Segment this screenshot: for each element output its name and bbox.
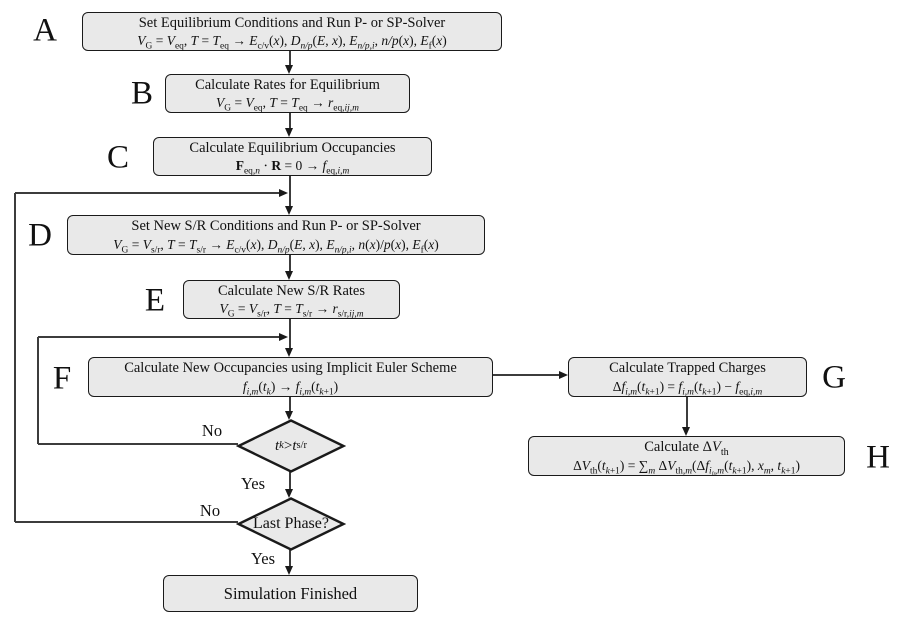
edge-f-decision1 — [289, 397, 290, 412]
node-e-formula: $V_G = V_{s/r}$, $T = T_{s/r} \to r_{s/r,ij,m}$ — [219, 301, 364, 320]
arrowhead-into-terminal-icon — [285, 566, 293, 575]
arrowhead-into-f-icon — [285, 348, 293, 357]
edge-b-c — [289, 113, 290, 129]
edge-a-b — [289, 50, 290, 66]
node-g-title: Calculate Trapped Charges — [609, 360, 766, 377]
decision-2 — [236, 496, 346, 552]
node-b — [165, 74, 410, 113]
node-g — [568, 357, 807, 397]
arrowhead-into-b-icon — [285, 65, 293, 74]
loop-outer-top — [15, 192, 280, 193]
node-f-title: Calculate New Occupancies using Implicit Euler Scheme — [124, 360, 457, 377]
edge-e-f — [289, 319, 290, 349]
loop-inner-top — [38, 336, 280, 337]
decision-1-no-label: No — [201, 421, 223, 440]
arrowhead-into-d-icon — [285, 206, 293, 215]
decision-2-yes-label: Yes — [250, 549, 276, 568]
node-e-label: E — [144, 282, 166, 319]
decision-2-text: Last Phase? — [253, 515, 329, 532]
arrowhead-loop-inner-icon — [279, 333, 288, 341]
node-b-formula: $V_G = V_{eq}$, $T = T_{eq} \to r_{eq,ij,m}$ — [216, 95, 359, 114]
node-d-label: D — [28, 217, 52, 254]
node-a-formula: $V_G = V_{eq}$, $T = T_{eq} \to E_{c/v}(x)$, $D_{n/p}(E$, x), $E_{n/p,i}$, n/p(x), $E_f(x)$ — [137, 33, 447, 52]
edge-f-g — [493, 374, 560, 375]
decision-1 — [236, 418, 346, 474]
decision-2-no-label: No — [199, 501, 221, 520]
terminal-node — [163, 575, 418, 612]
decision-1-text: t k > t s/r — [275, 437, 307, 454]
edge-decision2-terminal — [289, 550, 290, 567]
loop-inner-vertical — [37, 337, 38, 444]
terminal-text: Simulation Finished — [223, 583, 358, 603]
arrowhead-into-g-icon — [559, 371, 568, 379]
loop-inner-bottom — [38, 443, 238, 444]
node-g-label: G — [822, 359, 846, 396]
node-f-formula: $f_{i,m}(t_k) \to f_{i,m}(t_{k+1})$ — [242, 378, 339, 398]
node-c-formula: $F_{eq,n} \cdot R = 0 \to f_{eq,i,m}$ — [235, 158, 350, 177]
node-a-title: Set Equilibrium Conditions and Run P- or SP-Solver — [138, 14, 446, 31]
node-h — [528, 436, 845, 476]
node-h-label: H — [866, 439, 890, 476]
node-d-title: Set New S/R Conditions and Run P- or SP-Solver — [131, 218, 421, 235]
node-e — [183, 280, 400, 319]
node-b-label: B — [130, 75, 154, 112]
node-b-title: Calculate Rates for Equilibrium — [195, 76, 380, 93]
arrowhead-into-c-icon — [285, 128, 293, 137]
node-d — [67, 215, 485, 255]
edge-d-e — [289, 255, 290, 272]
node-h-title: Calculate $\Delta V_{th}$ — [644, 439, 729, 458]
edge-c-d — [289, 176, 290, 207]
node-g-formula: $\Delta f_{i,m}(t_{k+1}) = f_{i,m}(t_{k+1}) - f_{eq,i,m}$ — [612, 378, 763, 398]
node-c-label: C — [106, 139, 130, 176]
node-f — [88, 357, 493, 397]
node-h-formula: $\Delta V_{th}(t_{k+1}) = \sum_m$ $\Delta V_{th,m}(\Delta f_{i_0,m}(t_{k+1})$, $x_m$, $t_{k+1}$) — [573, 457, 800, 477]
loop-outer-bottom — [15, 521, 238, 522]
node-a — [82, 12, 502, 51]
loop-outer-vertical — [14, 193, 15, 522]
node-e-title: Calculate New S/R Rates — [218, 282, 365, 299]
arrowhead-loop-outer-icon — [279, 189, 288, 197]
arrowhead-into-h-icon — [682, 427, 690, 436]
arrowhead-into-e-icon — [285, 271, 293, 280]
node-a-label: A — [33, 12, 57, 49]
edge-g-h — [686, 397, 687, 428]
decision-1-yes-label: Yes — [240, 474, 266, 493]
node-d-formula: $V_G = V_{s/r}$, $T = T_{s/r} \to E_{c/v}(x)$, $D_{n/p}(E$, x), $E_{n/p,i}$, n(x)/p(x), $E_f(x)$ — [113, 236, 439, 256]
node-c — [153, 137, 432, 176]
node-f-label: F — [52, 360, 72, 397]
node-c-title: Calculate Equilibrium Occupancies — [189, 139, 396, 156]
